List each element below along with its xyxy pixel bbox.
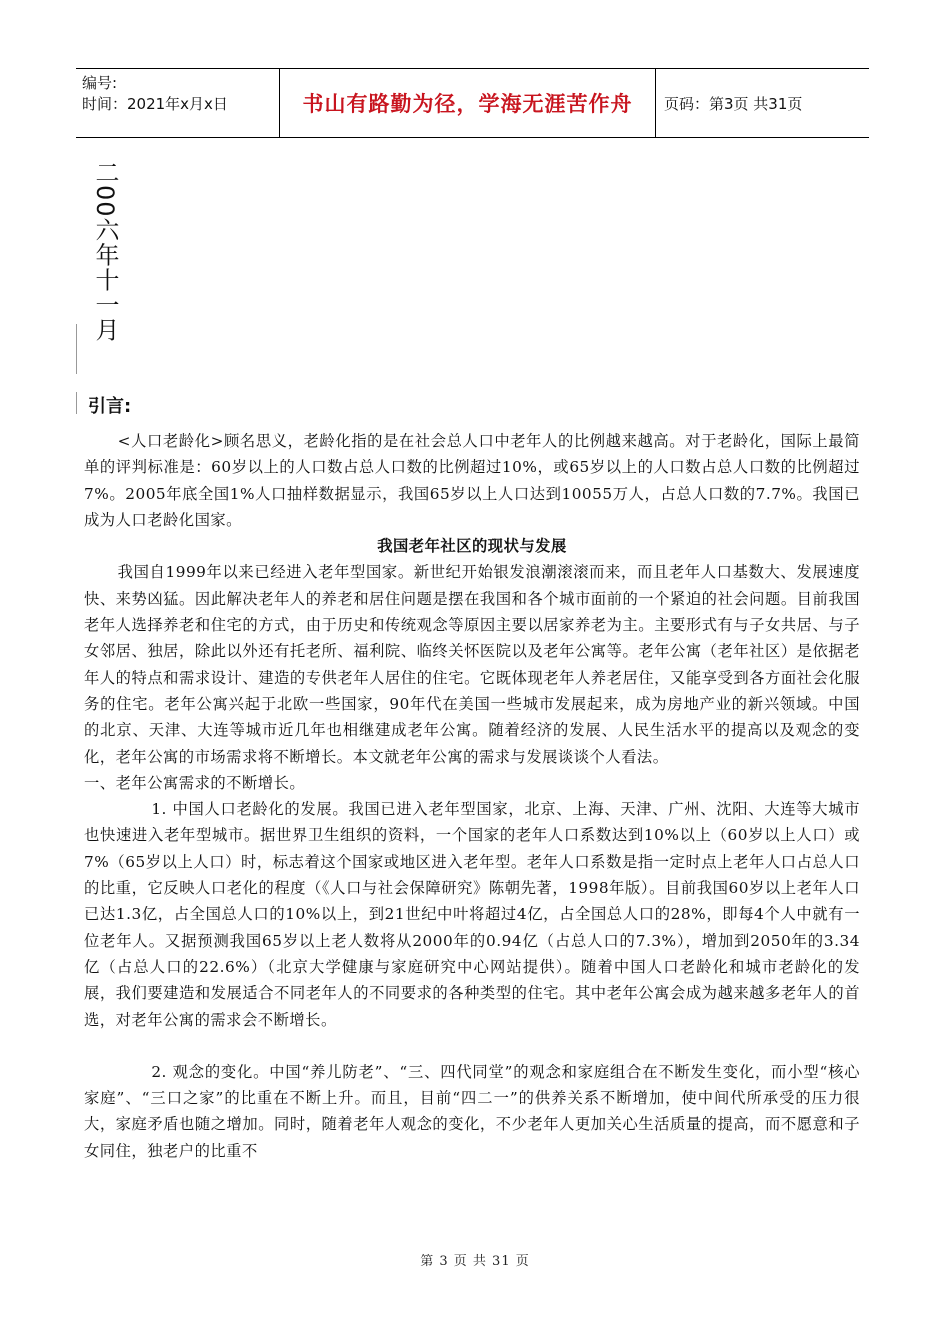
paragraph-1: 我国自1999年以来已经进入老年型国家。新世纪开始银发浪潮滚滚而来，而且老年人口基数大、发展速度快、来势凶猛。因此解决老年人的养老和居住问题是摆在我国和各个城市面前的一个紧迫的社会问题。目前我国老年人选择养老和住宅的方式，由于历史和传统观念等原因主要以居家养老为主。主要形式有与子女共居、与子女邻居、独居，除此以外还有托老所、福利院、临终关怀医院以及老年公寓等。老年公寓（老年社区）是依据老年人的特点和需求设计、建造的专供老年人居住的住宅。它既体现老年人养老居住，又能享受到各方面社会化服务的住宅。老年公寓兴起于北欧一些国家，90年代在美国一些城市发展起来，成为房地产业的新兴领域。中国的北京、天津、大连等城市近几年也相继建成老年公寓。随着经济的发展、人民生活水平的提高以及观念的变化，老年公寓的市场需求将不断增长。本文就老年公寓的需求与发展谈谈个人看法。: [84, 563, 860, 766]
margin-line-short: [76, 392, 77, 414]
intro-label: 引言:: [88, 396, 132, 417]
header-page-info: 页码：第3页 共31页: [664, 94, 803, 113]
header-table: [76, 68, 869, 138]
time-label: 时间：2021年x月x日: [82, 95, 228, 113]
margin-line: [76, 324, 77, 374]
vertical-date: 二00六年十一月: [91, 160, 119, 343]
heading-1: 一、老年公寓需求的不断增长。: [84, 773, 306, 792]
paragraph-gap: [84, 1033, 860, 1059]
number-label: 编号:: [82, 74, 118, 92]
document-body: [84, 428, 860, 1164]
section-title: 我国老年社区的现状与发展: [377, 537, 567, 556]
page-footer: 第 3 页 共 31 页: [420, 1254, 530, 1269]
paragraph-3: 2. 观念的变化。中国“养儿防老”、“三、四代同堂”的观念和家庭组合在不断发生变化，而小型“核心家庭”、“三口之家”的比重在不断上升。而且，目前“四二一”的供养关系不断增加，使中间代所承受的压力很大，家庭矛盾也随之增加。同时，随着老年人观念的变化，不少老年人更加关心生活质量的提高，而不愿意和子女同住，独老户的比重不: [84, 1062, 860, 1160]
paragraph-2: 1. 中国人口老龄化的发展。我国已进入老年型国家，北京、上海、天津、广州、沈阳、大连等大城市也快速进入老年型城市。据世界卫生组织的资料，一个国家的老年人口系数达到10%以上（60岁以上人口）或7%（65岁以上人口）时，标志着这个国家或地区进入老年型。老年人口系数是指一定时点上老年人口占总人口的比重，它反映人口老化的程度（《人口与社会保障研究》陈朝先著，1998年版）。目前我国60岁以上老年人口已达1.3亿，占全国总人口的10%以上，到21世纪中叶将超过4亿，占全国总人口的28%，即每4个人中就有一位老年人。又据预测我国65岁以上老人数将从2000年的0.94亿（占总人口的7.3%），增加到2050年的3.34亿（占总人口的22.6%）（北京大学健康与家庭研究中心网站提供）。随着中国人口老龄化和城市老龄化的发展，我们要建造和发展适合不同老年人的不同要求的各种类型的住宅。其中老年公寓会成为越来越多老年人的首选，对老年公寓的需求会不断增长。: [84, 800, 860, 1029]
header-left-cell: [76, 69, 280, 137]
header-motto: 书山有路勤为径，学海无涯苦作舟: [280, 69, 656, 137]
intro-paragraph: <人口老龄化>顾名思义，老龄化指的是在社会总人口中老年人的比例越来越高。对于老龄化，国际上最简单的评判标准是：60岁以上的人口数占总人口数的比例超过10%，或65岁以上的人口数占总人口数的比例超过7%。2005年底全国1%人口抽样数据显示，我国65岁以上人口达到10055万人，占总人口数的7.7%。我国已成为人口老龄化国家。: [84, 432, 860, 529]
